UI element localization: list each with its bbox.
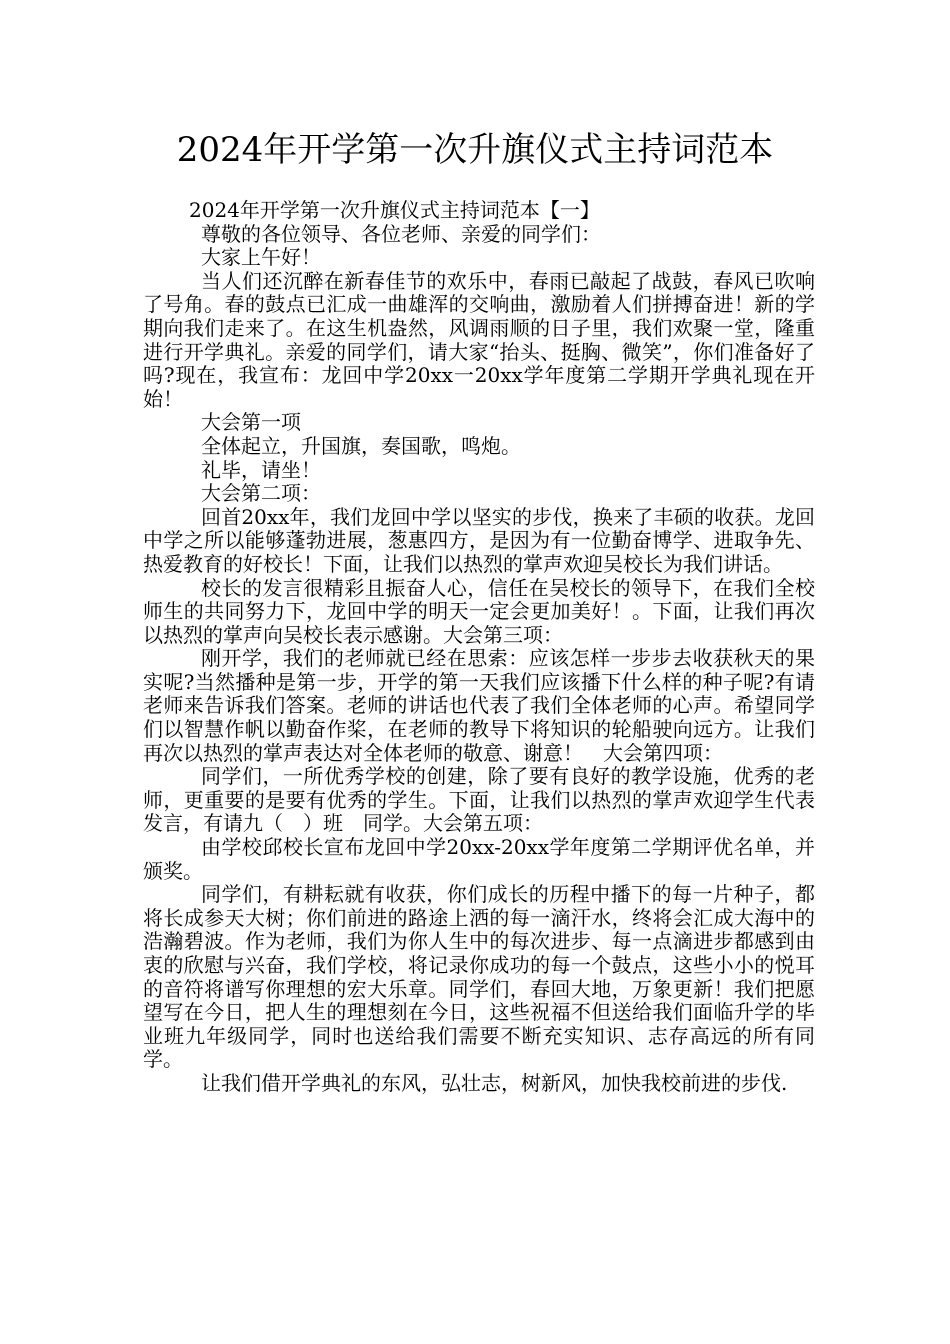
paragraph-student-speech: 同学们，一所优秀学校的创建，除了要有良好的教学设施，优秀的老师，更重要的是要有优秀的学生。下面，让我们以热烈的掌声欢迎学生代表发言，有请九（ ）班 同学。大会第五项： xyxy=(143,764,815,836)
paragraph-principal-intro: 回首20xx年，我们龙回中学以坚实的步伐，换来了丰硕的收获。龙回中学之所以能够蓬勃进展，葱惠四方，是因为有一位勤奋博学、进取争先、热爱教育的好校长！下面，让我们以热烈的掌声欢迎吴校长为我们讲话。 xyxy=(143,504,815,576)
paragraph-opening: 当人们还沉醉在新春佳节的欢乐中，春雨已敲起了战鼓，春风已吹响了号角。春的鼓点已汇成一曲雄浑的交响曲，激励着人们拼搏奋进！新的学期向我们走来了。在这生机盎然，风调雨顺的日子里，我们欢聚一堂，隆重进行开学典礼。亲爱的同学们，请大家“抬头、挺胸、微笑”，你们准备好了吗?现在，我宣布：龙回中学20xx一20xx学年度第二学期开学典礼现在开始！ xyxy=(143,268,815,411)
paragraph-greeting: 尊敬的各位领导、各位老师、亲爱的同学们： xyxy=(201,221,601,246)
document-body xyxy=(143,198,835,1096)
document-title: 2024年开学第一次升旗仪式主持词范本 xyxy=(176,130,774,170)
paragraph-teacher-speech: 刚开学，我们的老师就已经在思索：应该怎样一步步去收获秋天的果实呢?当然播种是第一步，开学的第一天我们应该播下什么样的种子呢?有请 老师来告诉我们答案。老师的讲话也代表了我们全体老师的心声。希望同学们以智慧作帆以勤奋作桨，在老师的教导下将知识的轮船驶向远方。让我们再次以热烈的掌声表达对全体老师的敬意、谢意！ 大会第四项： xyxy=(143,646,835,765)
paragraph-blessing: 同学们，有耕耘就有收获，你们成长的历程中播下的每一片种子，都将长成参天大树；你们前进的路途上洒的每一滴汗水，终将会汇成大海中的浩瀚碧波。作为老师，我们为你人生中的每次进步、每一点滴进步都感到由衷的欣慰与兴奋，我们学校，将记录你成功的每一个鼓点，这些小小的悦耳的音符将谱写你理想的宏大乐章。同学们，春回大地，万象更新！我们把愿望写在今日，把人生的理想刻在今日，这些祝福不但送给我们面临升学的毕业班九年级同学，同时也送给我们需要不断充实知识、志存高远的所有同学。 xyxy=(143,882,815,1072)
paragraph-sit-down: 礼毕，请坐！ xyxy=(201,457,321,482)
paragraph-flag-raising: 全体起立，升国旗，奏国歌，鸣炮。 xyxy=(201,433,521,458)
section-heading: 2024年开学第一次升旗仪式主持词范本【一】 xyxy=(189,198,600,222)
paragraph-closing: 让我们借开学典礼的东风，弘壮志，树新风，加快我校前进的步伐. xyxy=(201,1070,788,1095)
paragraph-item-two: 大会第二项： xyxy=(201,481,321,506)
paragraph-principal-thanks: 校长的发言很精彩且振奋人心，信任在吴校长的领导下，在我们全校师生的共同努力下，龙回中学的明天一定会更加美好！。下面，让我们再次以热烈的掌声向吴校长表示感谢。大会第三项： xyxy=(143,575,815,647)
paragraph-item-one: 大会第一项 xyxy=(201,410,301,435)
paragraph-good-morning: 大家上午好！ xyxy=(201,245,321,270)
paragraph-awards: 由学校邱校长宣布龙回中学20xx-20xx学年度第二学期评优名单，并颁奖。 xyxy=(143,835,815,883)
